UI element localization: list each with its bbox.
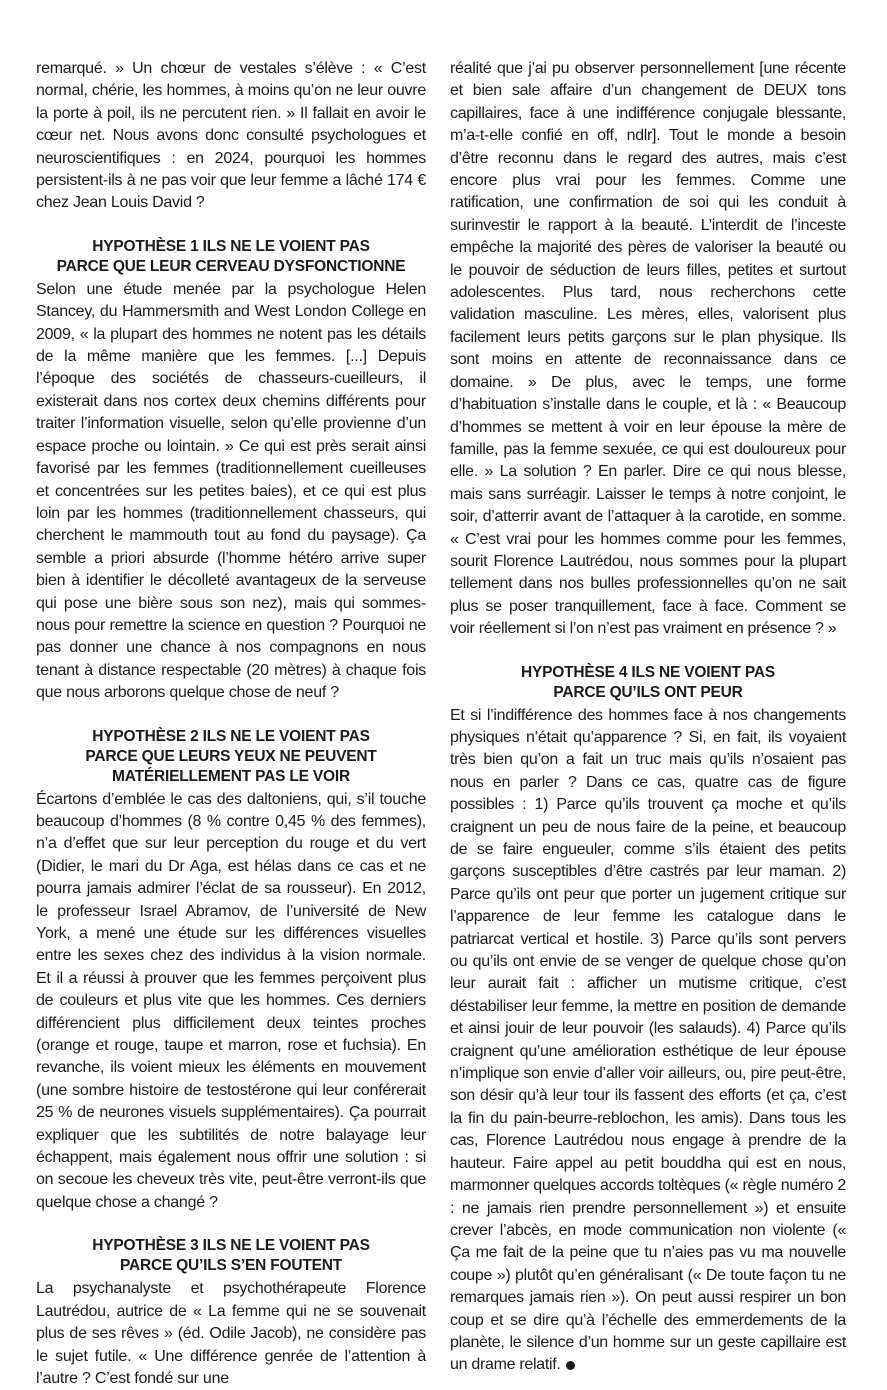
hypothesis-2-title-line-2: PARCE QUE LEURS YEUX NE PEUVENT [85, 747, 377, 765]
left-column [36, 58, 426, 1390]
end-of-article-bullet-icon [566, 1361, 575, 1370]
hypothesis-4-heading [450, 663, 846, 703]
hypothesis-4-number: HYPOTHÈSE 4 [520, 663, 628, 681]
hypothesis-3-heading [36, 1236, 426, 1276]
hypothesis-2-number: HYPOTHÈSE 2 [92, 727, 199, 745]
right-column [450, 58, 846, 1377]
hypothesis-3-title-line-2: PARCE QU’ILS S’EN FOUTENT [119, 1257, 343, 1275]
hypothesis-4-title-line-2: PARCE QU’ILS ONT PEUR [553, 683, 743, 701]
intro-paragraph: remarqué. » Un chœur de vestales s’élève : « C’est normal, chérie, les hommes, à moins qu’on ne leur ouvre la porte à poil, ils ne percutent rien. » Il fallait en avoir le cœur net. Nous avons donc consulté psychologues et neuroscientifiques : en 2024, pourquoi les hommes persistent-ils à ne pas voir que leur femme a lâché 174 € chez Jean Louis David ? [36, 60, 426, 212]
continuation-paragraph: réalité que j’ai pu observer personnellement [une récente et bien sale affaire d’un changement de DEUX tons capillaires, face à une indifférence conjugale blessante, m’a-t-elle confié en off, ndlr]. Tout le monde a besoin d’être reconnu dans le regard des autres, mais c’est encore plus vrai pour les femmes. Comme une ratification, une confirmation de soi qui les conduit à surinvestir le rapport à la beauté. L’interdit de l’inceste empêche la majorité des pères de valoriser la beauté ou le pouvoir de séduction de leurs filles, petites et surtout adolescentes. Plus tard, nous recherchons cette validation masculine. Les mères, elles, valorisent plus facilement leurs petits garçons sur le plan physique. Ils sont moins en attente de reconnaissance dans ce domaine. » De plus, avec le temps, une forme d’habituation s’installe dans le couple, et là : « Beaucoup d’hommes se mettent à voir en leur épouse la mère de famille, pas la femme sexuée, ce qui est douloureux pour elle. » La solution ? En parler. Dire ce qui nous blesse, mais sans surréagir. Laisser le temps à notre conjoint, le soir, d’atterrir avant de l’attaquer à la carotide, en somme. « C’est vrai pour les hommes comme pour les femmes, sourit Florence Lautrédou, nous sommes pour la plupart tellement dans nos bulles professionnelles qu’on ne sait plus se poser tranquillement, face à face. Comment se voir réellement si l’on n’est pas vraiment en présence ? » [450, 60, 846, 638]
hypothesis-3-number: HYPOTHÈSE 3 [92, 1237, 199, 1255]
hypothesis-1-body: Selon une étude menée par la psychologue Helen Stancey, du Hammersmith and West London College en 2009, « la plupart des hommes ne notent pas les détails de la même manière que les femmes. [...] Depuis l’époque des sociétés de chasseurs-cueilleurs, il existerait dans nos cortex deux chemins différents pour traiter l’information visuelle, selon qu’elle provienne d’un espace proche ou lointain. » Ce qui est près serait ainsi favorisé par les femmes (traditionnellement cueilleuses et concentrées sur les petites baies), et ce qui est plus loin par les hommes (traditionnellement chasseurs, qui cherchent le mammouth tout au fond du paysage). Ça semble a priori absurde (l’homme hétéro arrive super bien à identifier le décolleté avantageux de la serveuse qui pose une bière sous son nez), mais qui sommes-nous pour remettre la science en question ? Pourquoi ne pas donner une chance à nos compagnons en nous tenant à distance respectable (20 mètres) à chaque fois que nous arborons quelque chose de neuf ? [36, 280, 426, 702]
hypothesis-2-title-line-1: ILS NE LE VOIENT PAS [202, 727, 370, 745]
hypothesis-4-title-line-1: ILS NE VOIENT PAS [631, 663, 776, 681]
hypothesis-3-body: La psychanalyste et psychothérapeute Florence Lautrédou, autrice de « La femme qui ne se souvenait plus de ses rêves » (éd. Odile Jacob), ne considère pas le sujet futile. « Une différence genrée de l’attention à l’autre ? C’est fondé sur une [36, 1280, 426, 1387]
hypothesis-2-body: Écartons d’emblée le cas des daltoniens, qui, s’il touche beaucoup d’hommes (8 % contre 0,45 % des femmes), n’a d’effet que sur leur perception du rouge et du vert (Didier, le mari du Dr Aga, est hélas dans ce cas et ne pourra jamais admirer l’éclat de sa rousseur). En 2012, le professeur Israel Abramov, de l’université de New York, a mené une étude sur les différences visuelles entre les sexes chez des individus à la vision normale. Et il a réussi à prouver que les femmes perçoivent plus de couleurs et plus vite que les hommes. Ces derniers différencient plus difficilement deux teintes proches (orange et rouge, taupe et marron, rose et fuchsia). En revanche, ils voient mieux les éléments en mouvement (une sombre histoire de testostérone qui leur conférerait 25 % de neurones visuels supplémentaires). Ça pourrait expliquer que les subtilités de notre balayage leur échappent, mais également nous offrir une solution : si on secoue les cheveux très vite, peut-être verront-ils que quelque chose a changé ? [36, 790, 426, 1211]
hypothesis-2-heading [36, 727, 426, 787]
hypothesis-4-body [450, 705, 846, 1377]
hypothesis-1-title-line-1: ILS NE LE VOIENT PAS [202, 237, 370, 255]
hypothesis-1-heading [36, 237, 426, 277]
hypothesis-4-body-text: Et si l’indifférence des hommes face à nos changements physiques n’était qu’apparence ? Si, en fait, ils voyaient très bien qu’on a fait un truc mais qu’ils n’osaient pas nous en parler ? Dans ce cas, quatre cas de figure possibles : 1) Parce qu’ils trouvent ça moche et qu’ils craignent un peu de nous faire de la peine, et beaucoup de se faire engueuler, comme s’ils étaient des petits garçons susceptibles d’être castrés par leur maman. 2) Parce qu’ils ont peur que porter un jugement critique sur l’apparence de leur femme les catalogue dans le patriarcat vertical et hostile. 3) Parce qu’ils sont pervers ou qu’ils ont envie de se venger de quelque chose qu’on leur aurait fait : afficher un mutisme critique, c’est déstabiliser leur femme, la mettre en position de demande et ainsi jouir de leur pouvoir (les salauds). 4) Parce qu’ils craignent qu’une amélioration esthétique de leur épouse n’implique son envie d’aller voir ailleurs, ou, pire peut-être, son désir qu’à leur tour ils fassent des efforts (et ça, c’est la fin du pain-beurre-reblochon, les amis). Dans tous les cas, Florence Lautrédou nous engage à prendre de la hauteur. Faire appel au petit bouddha qui est en nous, marmonner quelques accords toltèques (« règle numéro 2 : ne jamais rien prendre personnellement ») et ensuite crever l’abcès, en mode communication non violente (« Ça me fait de la peine que tu n’aies pas vu ma nouvelle coupe ») plutôt qu’en généralisant (« De toute façon tu ne remarques jamais rien »). On peut aussi respirer un bon coup et se dire qu’à l’échelle des emmerdements de la planète, le silence d’un homme sur un geste capillaire est un drame relatif. [450, 706, 846, 1374]
hypothesis-2-title-line-3: MATÉRIELLEMENT PAS LE VOIR [112, 767, 350, 785]
hypothesis-3-title-line-1: ILS NE LE VOIENT PAS [202, 1237, 370, 1255]
hypothesis-1-title-line-2: PARCE QUE LEUR CERVEAU DYSFONCTIONNE [56, 257, 406, 275]
hypothesis-1-number: HYPOTHÈSE 1 [92, 237, 199, 255]
